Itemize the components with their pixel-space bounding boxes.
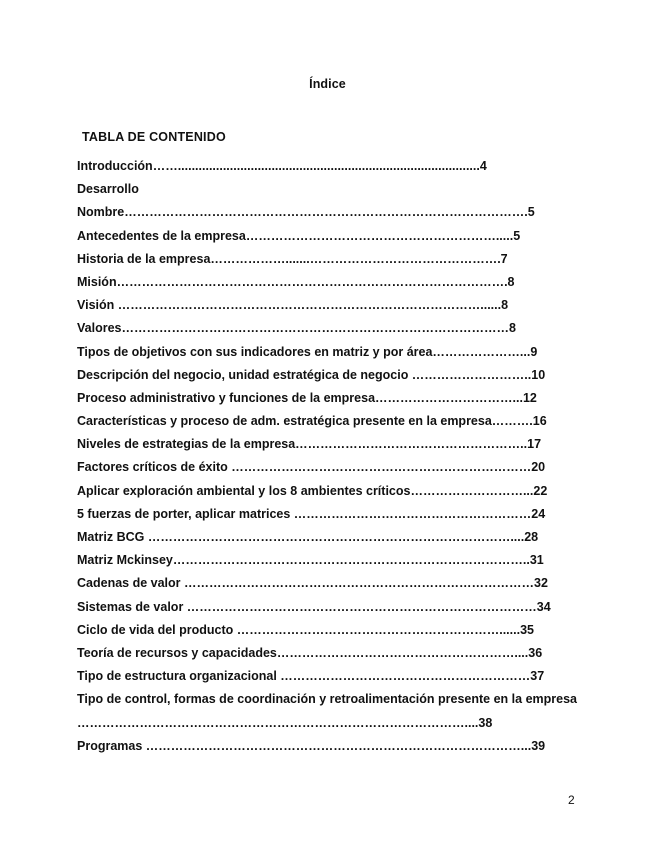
toc-entry-programas: Programas ………………………………………………………………………………...39 (77, 738, 546, 753)
toc-entry-fuerzas-porter: 5 fuerzas de porter, aplicar matrices …………………………………………………24 (77, 506, 546, 521)
toc-entry-factores-criticos: Factores críticos de éxito ………………………………………………………………20 (77, 460, 546, 475)
toc-entry-introduccion: Introducción…….......................................................................................4 (77, 159, 487, 173)
toc-entry-cadenas-valor: Cadenas de valor …………………………………………………………………………32 (77, 576, 548, 591)
toc-entry-matriz-mckinsey: Matriz Mckinsey…………………………………………………………………………..31 (77, 553, 544, 568)
toc-entry-teoria-recursos: Teoría de recursos y capacidades…………………………………………………....36 (77, 645, 543, 660)
toc-entry-ciclo-vida: Ciclo de vida del producto ………………………………………………………......35 (77, 622, 534, 637)
toc-entry-matriz-bcg: Matriz BCG ……………………………………………………………………………....28 (77, 530, 539, 544)
toc-entry-vision: Visión ……………………………………………………………………………......8 (77, 298, 509, 313)
toc-entry-historia: Historia de la empresa……………….......……………………………………….7 (77, 251, 508, 266)
toc-list (77, 155, 577, 758)
toc-entry-estructura-organizacional: Tipo de estructura organizacional ……………………………………………………37 (77, 669, 545, 684)
toc-entry-mision: Misión………………………………………………………………………………….8 (77, 274, 515, 289)
page-title: Índice (309, 77, 346, 91)
toc-entry-exploracion-ambiental: Aplicar exploración ambiental y los 8 ambientes críticos………………………...22 (77, 483, 548, 498)
toc-entry-caracteristicas: Características y proceso de adm. estratégica presente en la empresa……….16 (77, 414, 547, 429)
toc-entry-antecedentes: Antecedentes de la empresa…………………………………………………….....5 (77, 228, 521, 243)
toc-entry-sistemas-valor: Sistemas de valor …………………………………………………………………………34 (77, 599, 551, 614)
toc-entry-desarrollo: Desarrollo (77, 182, 139, 197)
toc-entry-tipo-control: Tipo de control, formas de coordinación y retroalimentación presente en la empresa …………………………………………………………………………………....38 (77, 692, 577, 730)
toc-entry-niveles-estrategias: Niveles de estrategias de la empresa………………………………………………..17 (77, 437, 542, 452)
toc-entry-descripcion-negocio: Descripción del negocio, unidad estratégica de negocio ………………………..10 (77, 367, 546, 382)
toc-entry-valores: Valores…………………………………………………………………………………8 (77, 321, 516, 336)
page-number: 2 (568, 793, 575, 807)
toc-heading: TABLA DE CONTENIDO (82, 130, 226, 144)
toc-entry-proceso-administrativo: Proceso administrativo y funciones de la empresa……………………………...12 (77, 390, 537, 405)
toc-entry-nombre: Nombre…………………………………………………………………………………….5 (77, 205, 535, 220)
toc-entry-tipos-objetivos: Tipos de objetivos con sus indicadores en matriz y por área…………………...9 (77, 344, 538, 359)
